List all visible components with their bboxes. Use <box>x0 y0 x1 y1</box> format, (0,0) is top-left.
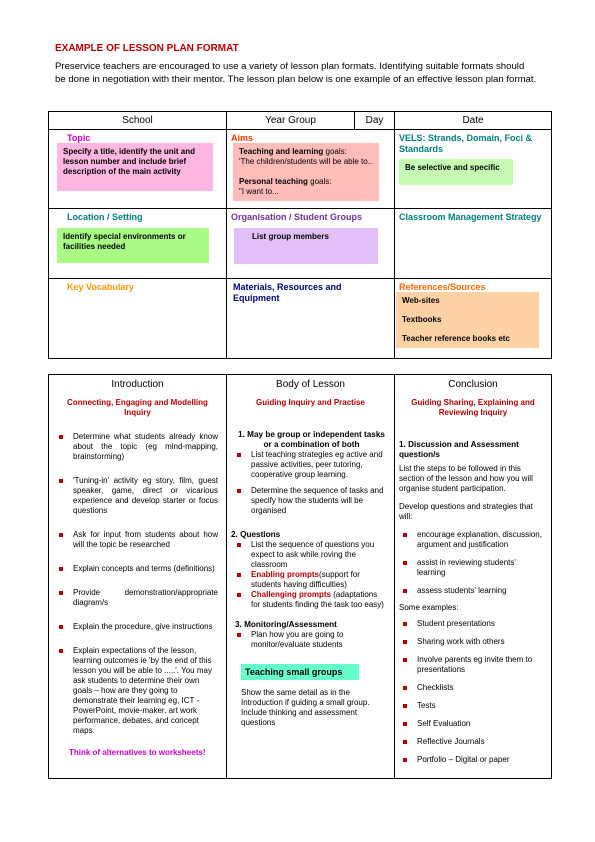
conclusion-heading: Conclusion <box>448 379 498 390</box>
conclusion-paragraph-1: List the steps to be followed in this section of the lesson and how you will organise student participation. <box>399 464 533 493</box>
introduction-subheading: Connecting, Engaging and Modelling Inquiry <box>67 398 208 417</box>
list-item: assist in reviewing students' learning <box>397 558 545 578</box>
organisation-cell <box>227 209 395 279</box>
reference-item: Teacher reference books etc <box>402 334 510 343</box>
topic-box: Specify a title, identify the unit and lesson number and include brief description of the main activity <box>57 143 213 191</box>
conclusion-paragraph-2: Develop questions and strategies that will: <box>399 502 533 521</box>
personal-goals-suffix: goals: <box>307 177 332 186</box>
list-item <box>231 570 386 590</box>
classroom-label: Classroom Management Strategy <box>399 212 542 222</box>
challenging-prompts-text: (adaptations for students finding the task too easy) <box>251 590 384 609</box>
worksheet-note: Think of alternatives to worksheets! <box>69 748 206 757</box>
list-item: assess students' learning <box>397 586 545 596</box>
body-section-2-title: 2. Questions <box>231 530 281 539</box>
list-item: 'Tuning-in' activity eg story, film, guest speaker, game, direct or vicarious experience and develop starter or focus questions <box>53 476 218 516</box>
small-groups-box: Teaching small groups <box>241 664 359 680</box>
header-school: School <box>49 112 227 130</box>
vocab-label: Key Vocabulary <box>67 282 134 292</box>
body-section-3-list <box>231 630 386 650</box>
body-heading: Body of Lesson <box>276 379 345 390</box>
list-item: Determine what students already know about the topic (eg mind-mapping, brainstorming) <box>53 432 218 462</box>
list-item: List teaching strategies eg active and passive activities, peer tutoring, cooperative group learning. <box>231 450 386 480</box>
vels-box: Be selective and specific <box>399 159 513 185</box>
lesson-structure-table <box>48 374 552 779</box>
vocab-cell <box>49 279 227 359</box>
vels-cell <box>395 130 552 209</box>
teaching-goals-label: Teaching and learning <box>239 147 324 156</box>
header-day: Day <box>355 112 395 130</box>
list-item: Checklists <box>397 683 545 693</box>
intro-line-2: be done in negotiation with their mentor. The lesson plan below is one example of an effective lesson plan format. <box>55 74 537 85</box>
list-item: Provide demonstration/appropriate diagram/s <box>53 588 218 608</box>
conclusion-examples-list <box>397 619 545 765</box>
list-item: Explain the procedure, give instructions <box>53 622 218 632</box>
vels-label: VELS: Strands, Domain, Foci & Standards <box>399 133 533 154</box>
intro-paragraph <box>55 60 555 86</box>
list-item: Determine the sequence of tasks and specify how the students will be organised <box>231 486 386 516</box>
reference-item: Textbooks <box>402 315 442 324</box>
list-item: Reflective Journals <box>397 737 545 747</box>
challenging-prompts-label: Challenging prompts <box>251 590 331 599</box>
body-section-1-title: 1. May be group or independent tasks or a combination of both <box>238 430 385 449</box>
topic-label: Topic <box>67 133 91 143</box>
page-title: EXAMPLE OF LESSON PLAN FORMAT <box>55 43 239 54</box>
teaching-goals-text: 'The children/students will be able to.. <box>239 157 373 166</box>
list-item: Student presentations <box>397 619 545 629</box>
small-groups-text: Show the same detail as in the Introduction if guiding a small group. Include thinking and assessment questions <box>241 688 370 727</box>
enabling-prompts-label: Enabling prompts <box>251 570 319 579</box>
introduction-list <box>53 432 218 736</box>
aims-box <box>233 143 379 201</box>
body-section-1-list <box>231 450 386 516</box>
introduction-heading: Introduction <box>111 379 164 390</box>
body-section-2-list <box>231 540 386 610</box>
list-item: Plan how you are going to monitor/evaluate students <box>231 630 386 650</box>
conclusion-column <box>395 375 552 779</box>
list-item: Sharing work with others <box>397 637 545 647</box>
list-item: Self Evaluation <box>397 719 545 729</box>
references-box <box>396 292 539 348</box>
list-item: Portfolio – Digital or paper <box>397 755 545 765</box>
materials-cell <box>227 279 395 359</box>
organisation-label: Organisation / Student Groups <box>231 212 363 222</box>
reference-item: Web-sites <box>402 296 440 305</box>
list-item: Explain expectations of the lesson, learning outcomes ie 'by the end of this lesson you will be able to .....'. You may ask students to determine their own goals – how are they going to demonstrate their learning eg, ICT - PowerPoint, movie-maker, art work performance, debates, and concept maps. <box>53 646 218 736</box>
references-cell <box>395 279 552 359</box>
references-label: References/Sources <box>399 282 486 292</box>
teaching-goals-suffix: goals: <box>323 147 347 156</box>
body-column <box>227 375 395 779</box>
list-item: List the sequence of questions you expect to ask while roving the classroom <box>231 540 386 570</box>
body-subheading: Guiding Inquiry and Practise <box>256 398 365 407</box>
materials-label: Materials, Resources and Equipment <box>233 282 342 303</box>
header-date: Date <box>395 112 552 130</box>
examples-label: Some examples: <box>399 603 459 612</box>
body-section-3-title: 3. Monitoring/Assessment <box>235 620 337 629</box>
personal-goals-text: "I want to... <box>239 187 279 196</box>
introduction-column <box>49 375 227 779</box>
conclusion-subheading: Guiding Sharing, Explaining and Reviewing Inquiry <box>411 398 535 417</box>
list-item: Involve parents eg invite them to presentations <box>397 655 545 675</box>
list-item: Explain concepts and terms (definitions) <box>53 564 218 574</box>
classroom-cell <box>395 209 552 279</box>
enabling-prompts-text: (support for students having difficulties) <box>251 570 360 589</box>
list-item <box>231 590 386 610</box>
personal-goals-label: Personal teaching <box>239 177 308 186</box>
lesson-info-table <box>48 111 552 359</box>
conclusion-section-1-title: 1. Discussion and Assessment question/s <box>399 440 519 459</box>
list-item: Tests <box>397 701 545 711</box>
conclusion-strategy-list <box>397 530 545 596</box>
topic-cell <box>49 130 227 209</box>
aims-label: Aims <box>231 133 254 143</box>
aims-cell <box>227 130 395 209</box>
list-item: encourage explanation, discussion, argument and justification <box>397 530 545 550</box>
intro-line-1: Preservice teachers are encouraged to use a variety of lesson plan formats. Identifying suitable formats should <box>55 61 525 72</box>
location-cell <box>49 209 227 279</box>
organisation-box: List group members <box>234 228 378 264</box>
list-item: Ask for input from students about how will the topic be researched <box>53 530 218 550</box>
location-box: Identify special environments or facilities needed <box>57 228 209 263</box>
location-label: Location / Setting <box>67 212 143 222</box>
header-year-group: Year Group <box>227 112 355 130</box>
